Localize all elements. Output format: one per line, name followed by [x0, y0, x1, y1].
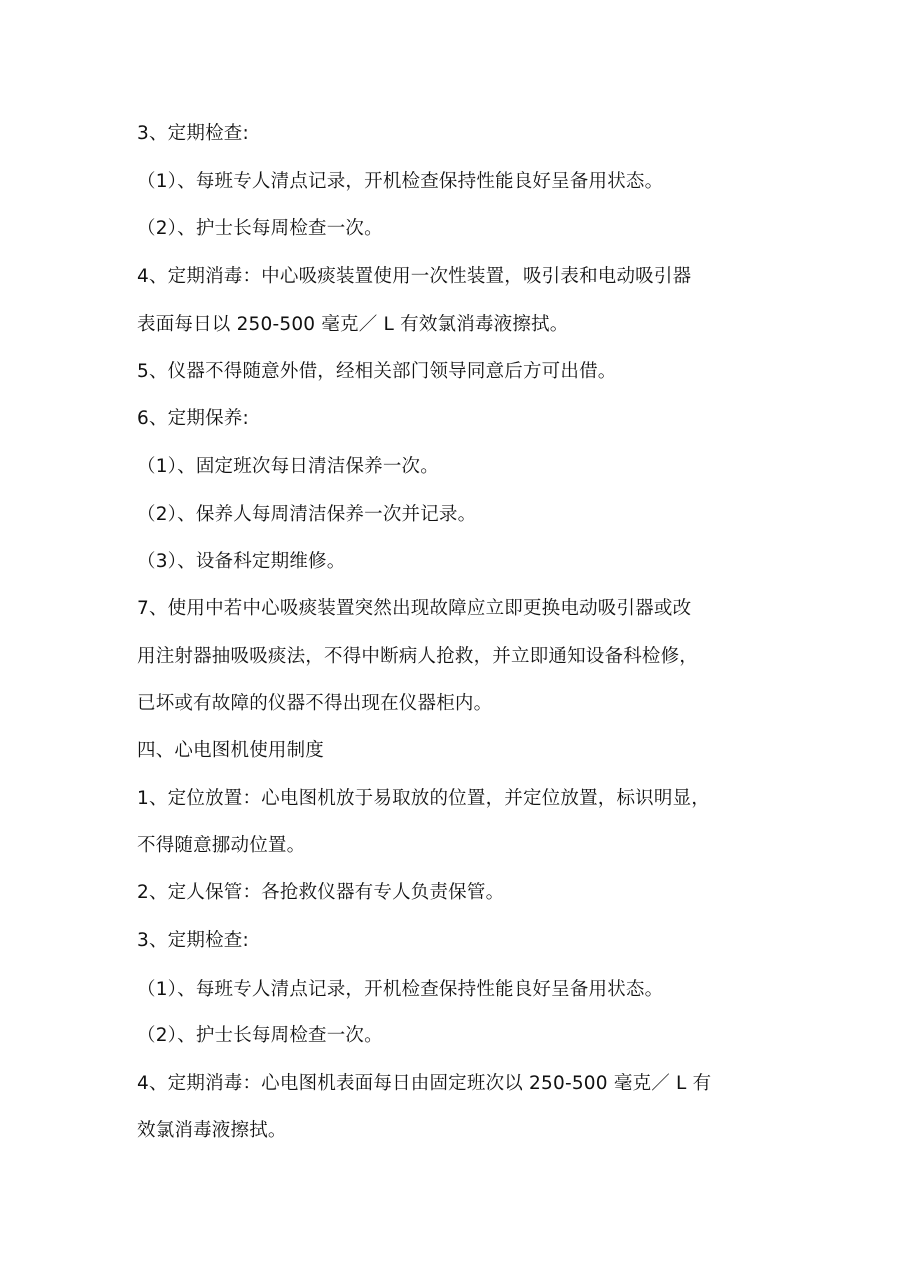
text-line: 6、定期保养: [137, 408, 249, 429]
text-line: 表面每日以 250-500 毫克／ L 有效氯消毒液擦拭。 [137, 314, 569, 335]
text-line: 4、定期消毒：中心吸痰装置使用一次性装置，吸引表和电动吸引器 [137, 266, 692, 287]
text-line: （1）、每班专人清点记录，开机检查保持性能良好呈备用状态。 [137, 171, 664, 192]
text-line: 3、定期检查: [137, 930, 249, 951]
text-line: 效氯消毒液擦拭。 [137, 1120, 287, 1141]
text-line: 已坏或有故障的仪器不得出现在仪器柜内。 [137, 693, 493, 714]
text-line: 3、定期检查: [137, 123, 249, 144]
text-line: 用注射器抽吸吸痰法，不得中断病人抢救，并立即通知设备科检修， [137, 646, 699, 667]
text-line: 4、定期消毒：心电图机表面每日由固定班次以 250-500 毫克／ L 有 [137, 1073, 712, 1094]
section-heading: 四、心电图机使用制度 [137, 740, 325, 761]
text-line: 7、使用中若中心吸痰装置突然出现故障应立即更换电动吸引器或改 [137, 598, 692, 619]
text-line: （1）、固定班次每日清洁保养一次。 [137, 456, 439, 477]
text-line: 不得随意挪动位置。 [137, 835, 306, 856]
text-line: 5、仪器不得随意外借，经相关部门领导同意后方可出借。 [137, 361, 617, 382]
text-line: （3）、设备科定期维修。 [137, 551, 346, 572]
text-line: （2）、护士长每周检查一次。 [137, 218, 383, 239]
text-line: 2、定人保管：各抢救仪器有专人负责保管。 [137, 882, 505, 903]
text-line: （1）、每班专人清点记录，开机检查保持性能良好呈备用状态。 [137, 979, 664, 1000]
text-line: （2）、护士长每周检查一次。 [137, 1025, 383, 1046]
text-line: （2）、保养人每周清洁保养一次并记录。 [137, 504, 477, 525]
text-line: 1、定位放置：心电图机放于易取放的位置，并定位放置，标识明显， [137, 788, 710, 809]
